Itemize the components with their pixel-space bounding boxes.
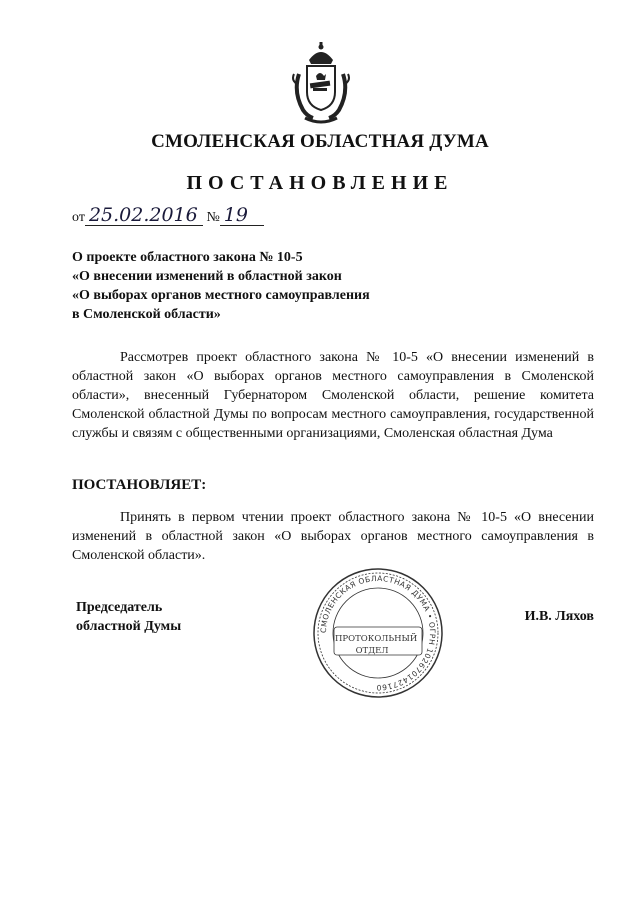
document-subject xyxy=(72,248,370,324)
date-from-label: от xyxy=(72,210,85,225)
decree-label: ПОСТАНОВЛЯЕТ: xyxy=(72,477,207,493)
decision-paragraph: Принять в первом чтении проект областного закона № 10-5 «О внесении изменений в областной закон «О выборах органов местного самоуправления в Смоленской области». xyxy=(72,510,594,563)
stamp-center-line: ОТДЕЛ xyxy=(355,646,389,656)
coat-of-arms-emblem xyxy=(291,40,351,126)
handwritten-number: 19 xyxy=(220,205,264,226)
stamp-center-label xyxy=(335,633,418,657)
number-label: № xyxy=(206,210,220,225)
document-type-heading: ПОСТАНОВЛЕНИЕ xyxy=(186,172,454,194)
signatory-role xyxy=(76,598,181,636)
subject-line: О проекте областного закона № 10-5 xyxy=(72,250,303,265)
subject-line: «О выборах органов местного самоуправления xyxy=(72,288,370,303)
organization-title: СМОЛЕНСКАЯ ОБЛАСТНАЯ ДУМА xyxy=(151,131,489,152)
subject-line: в Смоленской области» xyxy=(72,307,221,322)
date-number-line xyxy=(72,205,264,226)
subject-line: «О внесении изменений в областной закон xyxy=(72,269,342,284)
preamble-paragraph: Рассмотрев проект областного закона № 10-5 «О внесении изменений в областной закон «О выборах органов местного самоуправления в Смоленской области», внесенный Губернатором Смоленской области, решение комитета Смоленской областной Думы по вопросам местного самоуправления, государственной службы и связям с общественными организациями, Смоленская областная Дума xyxy=(72,350,594,441)
signatory-role-line: областной Думы xyxy=(76,619,182,634)
signatory-name: И.В. Ляхов xyxy=(524,609,594,624)
stamp-ring-text: СМОЛЕНСКАЯ ОБЛАСТНАЯ ДУМА • ОГРН 1026701427160 xyxy=(318,573,438,693)
signatory-role-line: Председатель xyxy=(76,600,163,615)
stamp-center-line: ПРОТОКОЛЬНЫЙ xyxy=(335,634,418,644)
handwritten-date: 25.02.2016 xyxy=(85,205,203,226)
